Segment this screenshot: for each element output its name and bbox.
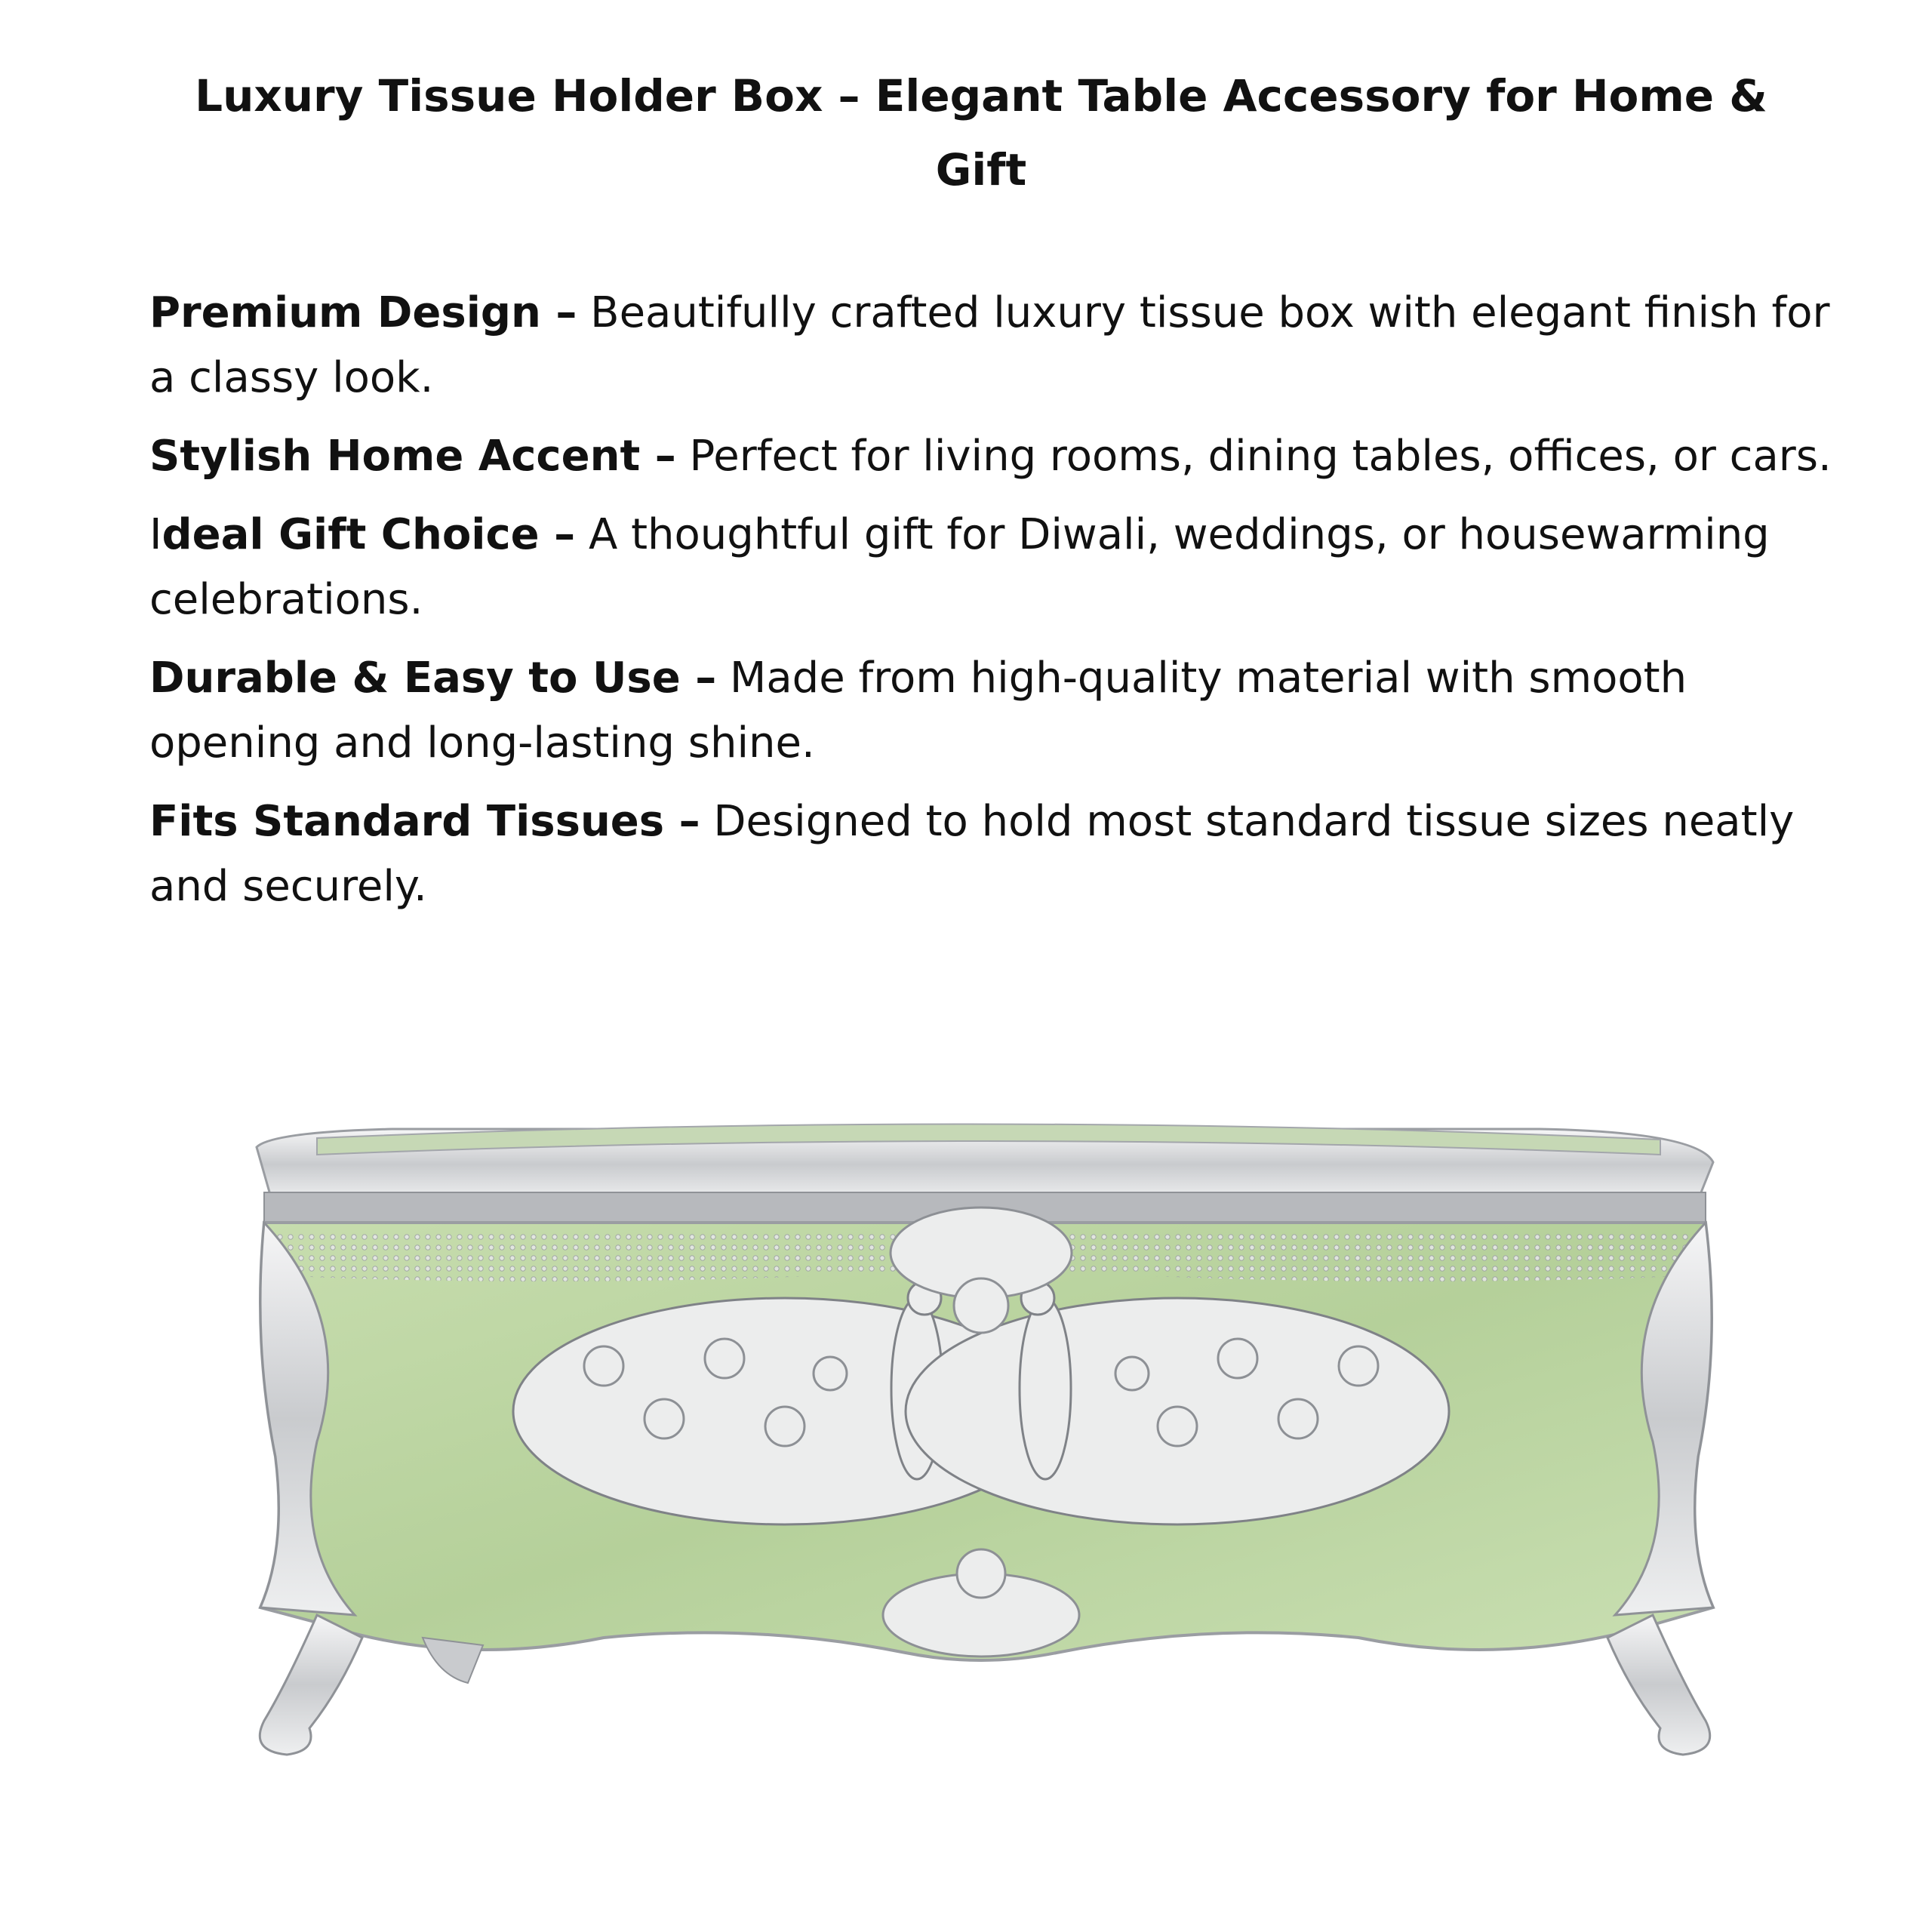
center-left-foot <box>423 1638 483 1683</box>
right-foot <box>1607 1615 1710 1755</box>
feature-text: Designed to hold most standard tissue sizes neatly and securely. <box>149 797 1795 911</box>
feature-item <box>149 503 1832 632</box>
feature-text: A thoughtful gift for Diwali, weddings, or housewarming celebrations. <box>149 510 1770 624</box>
feature-label: Premium Design – <box>149 288 577 337</box>
feature-item <box>149 789 1832 919</box>
feature-text: Beautifully crafted luxury tissue box with elegant finish for a classy look. <box>149 288 1830 402</box>
feature-item <box>149 281 1832 411</box>
feature-label: Fits Standard Tissues – <box>149 797 700 846</box>
feature-list <box>149 281 1832 933</box>
tissue-box-photo <box>0 1094 1932 1849</box>
left-foot <box>260 1615 362 1755</box>
feature-item <box>149 424 1832 489</box>
feature-label: deal Gift Choice – <box>162 510 576 559</box>
feature-prefix: I <box>149 510 162 559</box>
feature-label: Durable & Easy to Use – <box>149 654 717 703</box>
feature-text: Made from high-quality material with smooth opening and long-lasting shine. <box>149 654 1687 768</box>
feature-text: Perfect for living rooms, dining tables, offices, or cars. <box>675 432 1832 481</box>
feature-item <box>149 646 1832 776</box>
feature-label: Stylish Home Accent – <box>149 432 676 481</box>
product-title: Luxury Tissue Holder Box – Elegant Table Accessory for Home & Gift <box>195 70 1767 195</box>
